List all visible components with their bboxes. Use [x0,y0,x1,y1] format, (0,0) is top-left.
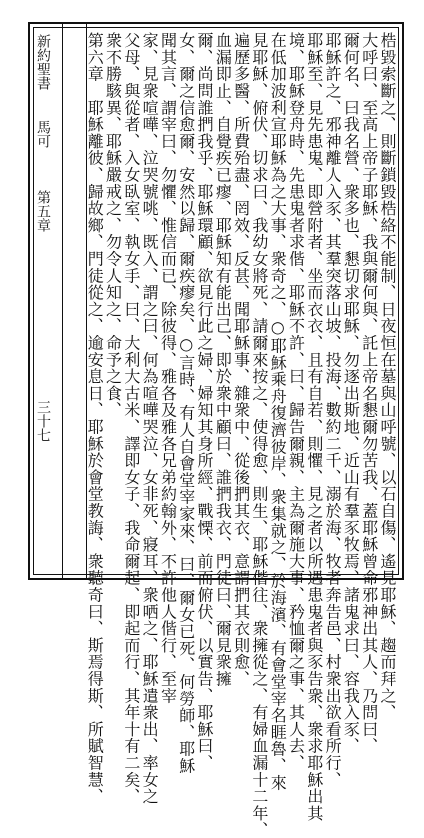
text-column: 爾何名、曰我名營、衆多也、懇切求耶穌、勿逐出斯地、近山有羣豕牧焉、諸鬼求曰、容我入豕、 [341,32,361,755]
chapter-label: 第五章 [35,190,51,232]
text-column: 耶穌許之、邪神離人入豕、其羣突落山坡、投海、數約二千、溺於海、牧者奔告邑、村衆出欲看所行、 [323,32,343,788]
text-column: 聞其言、謂宰曰、勿懼、惟信而已、除彼得、雅各及雅各兄弟約翰外、不許他人偕行、至宰 [158,32,178,704]
text-column: 女、爾之信愈爾、安然以歸、爾疾瘳矣、○言時、有人自會堂宰家來、曰、爾女已死、何勞師、耶穌 [176,32,196,775]
text-column: 耶穌至、見先患鬼、即營附者、坐而衣衣、且有自若、則懼、見之者以所遇患鬼者與豕告衆、衆求耶穌出其 [304,32,324,822]
text-column: 家、見衆喧嘩、泣哭號咷、既入、謂之曰、何為喧嘩哭泣、女非死、寢耳、衆哂之、耶穌遣衆出、率女之 [140,32,160,805]
text-column: 血漏即止、自覺疾已瘳、耶穌知有能出己、即於衆中顧曰、誰捫我衣、門徒曰、爾見衆擁 [213,32,233,688]
text-column: 父母、與從者、入女臥室、執女手、曰、大利大古米、譯即女子、我命爾起、即起而行、其年十有二矣、 [121,32,141,805]
text-column: 見耶穌、俯伏、切求曰、我幼女將死、請爾來按之、使得愈、則生、耶穌偕往、衆擁從之、有婦血漏十二年、 [249,32,269,838]
text-column: 遍歷多醫、所費殆盡、罔效、反甚、聞耶穌事、雜衆中、從後捫其衣、意謂捫其衣則愈、 [231,32,251,688]
text-column: 境、耶穌登舟時、先患鬼者求偕、耶穌不許、曰、歸告爾親、主為爾施大事、矜恤爾之事、其人去、 [286,32,306,772]
page-number: 三十七 [35,400,51,442]
book-name: 馬可 [35,120,51,148]
text-column: 梏毀索斷之、則斷鎖毀梏絡不能制、日夜恒在墓與山呼號、以石自傷、遙見耶穌、趨而拜之、 [378,32,397,721]
scripture-text [85,32,397,838]
book-title: 新約聖書 [35,34,51,90]
margin-rule-left [62,22,63,580]
text-column: 大呼曰、至高上帝子耶穌、我與爾何與、託上帝名懇爾勿苦我、蓋耶穌曾命邪神出其人、乃問曰、 [359,32,379,755]
text-column: 爾、尚問誰捫我乎、耶穌環顧、欲見行此之婦、婦知其身所經、戰慄、前而俯伏、以實告、耶穌曰、 [195,32,215,772]
text-column: 衆不勝駭異、耶穌嚴戒之、勿令人知之、命予之食、 [103,32,123,419]
text-column: 第六章 耶穌離彼、歸故鄉、門徒從之、逾安息日、耶穌於會堂教誨、衆聽奇曰、斯焉得斯、所賦智慧、 [85,32,105,805]
text-column: 在低加波利宣耶穌為之大事、衆奇之、○耶穌乘舟復濟彼岸、衆集就之、於海濱、有會堂宰名睚魯、來 [268,32,288,791]
